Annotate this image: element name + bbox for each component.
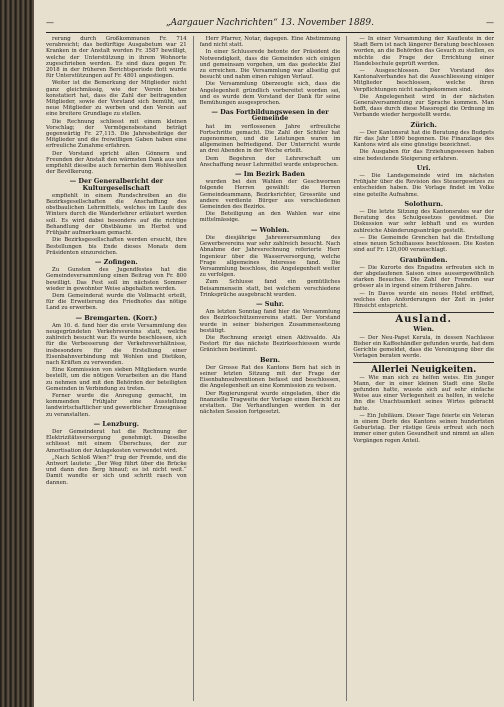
section-title-neuigkeiten: Allerlei Neuigkeiten. xyxy=(371,365,477,376)
section-title-ausland: Ausland. xyxy=(395,314,453,326)
paragraph: „Nach Schloß Wien?“ frug der Fremde, und die Antwort lautete: „Der Weg führt über die Brücke und dann den Berg hinauf; es ist nicht weit.“ Damit wandte er sich und schritt rasch von dannen. xyxy=(46,454,187,486)
paragraph: — Wie man sich zu helfen weiss. Ein junger Mann, der in einer kleinen Stadt eine Stelle gefunden hatte, wusste sich auf sehr einfache Weise aus einer Verlegenheit zu helfen, in welche ihn die Unachtsamkeit seines Wirtes gebracht hatte. xyxy=(353,374,495,412)
paragraph: Die diesjährige Jahresversammlung des Gewerbevereins war sehr zahlreich besucht. Nach Abnahme der Jahresrechnung referierte Herr Ingenieur über die Wasserversorgung, welche Frage allgemeines Interesse fand. Die Versammlung beschloss, die Angelegenheit weiter zu verfolgen. xyxy=(199,234,341,279)
paragraph: hat im verflossenen Jahre erfreuliche Fortschritte gemacht. Die Zahl der Schüler hat zugenommen, und die Leistungen waren im allgemeinen befriedigend. Der Unterricht wurde an drei Abenden in der Woche erteilt. xyxy=(199,123,341,155)
divider xyxy=(353,312,494,313)
paragraph: — Ausgeschlossen. Der Vorstand des Kantonalverbandes hat die Ausschliessung einiger Mitglieder beschlossen, welche ihren Verpflichtungen nicht nachgekommen sind. xyxy=(353,68,495,93)
column-1 xyxy=(46,36,187,701)
header-right: — xyxy=(486,18,494,27)
section-heading: Graubünden. xyxy=(399,255,448,264)
paragraph: Ferner wurde die Anregung gemacht, im kommenden Frühjahr eine Ausstellung landwirtschaftlicher und gewerblicher Erzeugnisse zu veranstalten. xyxy=(46,392,187,418)
paragraph: Der Vorstand spricht allen Gönnern und Freunden der Anstalt den wärmsten Dank aus und empfiehlt dieselbe auch fernerhin dem Wohlwollen der Bevölkerung. xyxy=(46,150,187,176)
paragraph: Die Beteiligung an den Wahlen war eine mittelmässige. xyxy=(199,211,341,224)
paragraph: Am letzten Sonntag fand hier die Versammlung des Bezirksschützenvereins statt. Der Vorstand wurde in seiner bisherigen Zusammensetzung bestätigt. xyxy=(199,309,341,334)
section-heading: — Bremgarten. (Korr.) xyxy=(75,313,158,322)
column-rule xyxy=(346,36,347,701)
section-heading: — Der Generalbericht der Kulturgesellschaft xyxy=(69,177,164,192)
paragraph: Die Rechnung erzeigt einen Aktivsaldo. Als Festort für das nächste Bezirksschiessen wurde Gränichen bestimmt. xyxy=(199,334,341,354)
paragraph: rerung durch Großkommunen Fr. 714 verabreicht; das bedürftige Ausgabetum war 21 Kranken in der Anstalt worden Fr. 3587 bewilligt, welche der Unterstützung in ihrem Wohnorte zugeschrieben werden. Es sind dazu gegen Fr. 2018 in der früheren Berichtsperiode flott wurde für Unterstützungen auf Fr. 4801 angestiegen. xyxy=(46,36,187,80)
column-2 xyxy=(200,36,341,701)
section-heading: — Suhr. xyxy=(256,299,284,308)
paragraph: empfiehlt in einem Rundschreiben an die Bezirksgesellschaften die Anschaffung des obstbaulichen Lehrmittels, welches im Laufe des Winters durch die Wanderlehrer erläutert werden soll. Es wird dabei besonders auf die richtige Behandlung der Obstbäume im Herbst und Frühjahr aufmerksam gemacht. xyxy=(46,192,187,237)
paragraph: — Die Landsgemeinde wird im nächsten Frühjahr über die Revision des Steuergesetzes zu entscheiden haben. Die Vorlage findet im Volke eine geteilte Aufnahme. xyxy=(353,173,495,198)
paragraph: Der Grosse Rat des Kantons Bern hat sich in seiner letzten Sitzung mit der Frage der Eisenbahnsubventionen befasst und beschlossen, die Angelegenheit an eine Kommission zu weisen. xyxy=(199,364,341,390)
section-heading: Wien. xyxy=(413,325,435,334)
paragraph: Der Regierungsrat wurde eingeladen, über die finanzielle Tragweite der Vorlage einen Bericht zu erstatten. Die Verhandlungen werden in der nächsten Session fortgesetzt. xyxy=(199,390,341,416)
column-3 xyxy=(353,36,494,701)
paragraph: Herr Pfarrer, Notar, dagegen. Eine Abstimmung fand nicht statt. xyxy=(199,36,341,49)
paragraph: — In Davos wurde ein neues Hotel eröffnet, welches den Anforderungen der Zeit in jeder Hinsicht entspricht. xyxy=(353,290,495,309)
paragraph: — Die Kurorte des Engadins erfreuten sich in der abgelaufenen Saison eines aussergewöhnlich starken Besuches. Die Zahl der Fremden war grösser als in irgend einem früheren Jahre. xyxy=(353,264,495,290)
paragraph: Die Bezirksgesellschaften werden ersucht, ihre Bestellungen bis Ende dieses Monats dem Präsidenten einzureichen. xyxy=(46,237,187,256)
newspaper-page xyxy=(34,0,504,707)
section-heading: Solothurn. xyxy=(404,199,444,208)
book-spine xyxy=(0,0,34,707)
paragraph: Die Ausgaben für das Erziehungswesen haben eine bedeutende Steigerung erfahren. xyxy=(353,149,495,162)
column-rule xyxy=(193,36,194,701)
section-heading: Uri. xyxy=(416,163,431,172)
paragraph: Zu Gunsten des Jugendfestes hat die Gemeindeversammlung einen Beitrag von Fr. 800 bewilligt. Das Fest soll im nächsten Sommer wieder in gewohnter Weise abgehalten werden. xyxy=(46,267,187,292)
columns xyxy=(46,36,494,701)
section-heading: — Im Bezirk Baden xyxy=(234,170,306,179)
section-heading: Bern. xyxy=(259,355,281,364)
header-title: „Aargauer Nachrichten“ 13. November 1889. xyxy=(166,18,374,28)
section-heading: — Das Fortbildungswesen in der Gemeinde xyxy=(211,108,329,123)
paragraph: Dem Gemeinderat wurde die Vollmacht erteilt, für die Erweiterung des Friedhofes das nötige Land zu erwerben. xyxy=(46,292,187,312)
paragraph: — Der Neu-Papst Kerula, in dessen Nachlasse Bisher ein Kaffeehändler gefunden wurde, hat dem Gerichte gemeldet, dass die Vereinigung über die Vorlagen beraten werde. xyxy=(353,334,495,360)
paragraph: — Die Gemeinde Grenchen hat die Erstellung eines neuen Schulhauses beschlossen. Die Kosten sind auf Fr. 120,000 veranschlagt. xyxy=(353,234,495,254)
section-heading: — Lenzburg. xyxy=(93,419,140,428)
page-header xyxy=(46,18,494,33)
section-heading: Zürich. xyxy=(410,120,437,129)
section-heading: — Zofingen. xyxy=(94,257,138,266)
paragraph: Dem Begehren der Lehrerschaft um Anschaffung neuer Lehrmittel wurde entsprochen. xyxy=(199,155,341,168)
paragraph: — Die letzte Sitzung des Kantonsrates war der Beratung des Schulgesetzes gewidmet. Die Diskussion war sehr lebhaft und es wurden zahlreiche Abänderungsanträge gestellt. xyxy=(353,209,495,234)
header-left: — xyxy=(46,18,54,27)
paragraph: Weiter ist die Bemerkung der Mitglieder nicht ganz gleichmässig, wie der Verein bisher konstatiert hat, dass die Zahl der beitragenden Mitglieder, sowie der Vorstand sich bemüht, um neue Mitglieder zu werben und den Verein auf eine breitere Grundlage zu stellen. xyxy=(46,80,187,118)
paragraph: In einer Schlussrede betonte der Präsident die Notwendigkeit, dass die Gemeinden sich einigen und gemeinsam vorgehen, um das gesteckte Ziel zu erreichen. Die Versammlung war allseitig gut besucht und nahm einen ruhigen Verlauf. xyxy=(199,49,341,81)
paragraph: Die Angelegenheit wird in der nächsten Generalversammlung zur Sprache kommen. Man hofft, dass durch diese Massregel die Ordnung im Verbande wieder hergestellt werde. xyxy=(353,93,495,119)
paragraph: wurden bei den Wahlen der Geschwornen folgende Herren gewählt: die Herren Gemeindeammann, Bezirksrichter, Grossräte und andere verdiente Bürger aus verschiedenen Gemeinden des Bezirks. xyxy=(199,179,341,211)
paragraph: Die Versammlung überzeugte sich, dass die Angelegenheit gründlich vorbereitet worden sei, und es wurde dem Vorstand der Dank für seine Bemühungen ausgesprochen. xyxy=(199,81,341,107)
paragraph: Der Gemeinderat hat die Rechnung der Elektrizitätsversorgung genehmigt. Dieselbe schliesst mit einem Überschuss, der zur Amortisation der Anlagekosten verwendet wird. xyxy=(46,428,187,454)
paragraph: Am 10. d. fand hier die erste Versammlung des neugegründeten Verkehrsvereins statt, welche zahlreich besucht war. Es wurde beschlossen, sich für die Verbesserung der Verkehrsverhältnisse, insbesondere für die Erstellung einer Eisenbahnverbindung mit Wohlen und Dietikon, nach Kräften zu verwenden. xyxy=(46,322,187,366)
paragraph: — In einer Versammlung der Kaufleute in der Stadt Bern ist nach längerer Beratung beschlossen worden, an die Behörden das Gesuch zu stellen, es möchte die Frage der Errichtung einer Handelsschule geprüft werden. xyxy=(353,36,495,67)
paragraph: Die Rechnung schliesst mit einem kleinen Vorschlag; der Vermögensbestand beträgt gegenwärtig Fr. 27,115. Die Jahresbeiträge der Mitglieder und die freiwilligen Gaben haben eine erfreuliche Zunahme erfahren. xyxy=(46,118,187,150)
paragraph: — Ein Jubiläum. Dieser Tage feierte ein Veteran in einem Dorfe des Kantons seinen hundertsten Geburtstag. Der rüstige Greis erfreut sich noch immer einer guten Gesundheit und nimmt an allen Vorgängen regen Anteil. xyxy=(353,412,495,444)
paragraph: Zum Schlusse fand ein gemütliches Beisammensein statt, bei welchem verschiedene Trinksprüche ausgebracht wurden. xyxy=(199,279,341,298)
divider xyxy=(353,362,494,363)
paragraph: Eine Kommission von sieben Mitgliedern wurde bestellt, um die nötigen Vorarbeiten an die Hand zu nehmen und mit den Behörden der beteiligten Gemeinden in Verbindung zu treten. xyxy=(46,367,187,392)
paragraph: — Der Kantonsrat hat die Beratung des Budgets für das Jahr 1890 begonnen. Die Finanzlage des Kantons wird als eine günstige bezeichnet. xyxy=(353,129,495,149)
section-heading: — Wohlen. xyxy=(250,225,290,234)
